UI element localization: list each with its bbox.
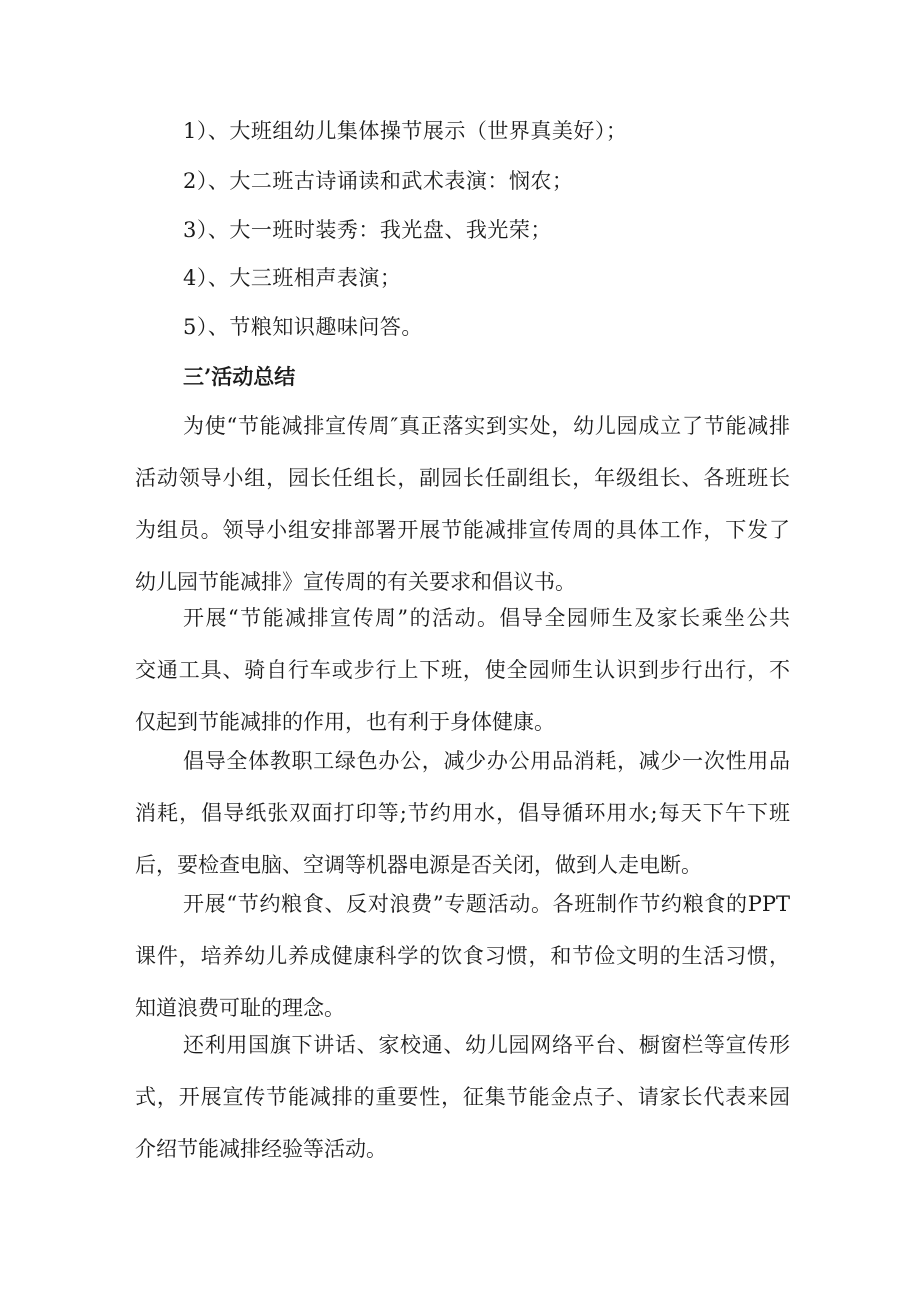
paragraph-line: 倡导全体教职工绿色办公，减少办公用品消耗，减少一次性用品	[183, 749, 790, 773]
list-item: 1）、大班组幼儿集体操节展示（世界真美好）；	[183, 119, 628, 143]
paragraph	[135, 746, 790, 902]
paragraph	[135, 889, 790, 1045]
paragraph-line: 后，要检查电脑、空调等机器电源是否关闭，做到人走电断。	[135, 853, 702, 877]
paragraph	[135, 411, 790, 619]
paragraph	[135, 603, 790, 759]
paragraph-line: 活动领导小组，园长任组长，副园长任副组长，年级组长、各班班长	[135, 466, 790, 490]
paragraph-line: 仅起到节能减排的作用，也有利于身体健康。	[135, 710, 555, 734]
paragraph-line: 消耗，倡导纸张双面打印等;节约用水，倡导循环用水;每天下午下班	[135, 801, 790, 825]
paragraph-line: 为组员。领导小组安排部署开展节能减排宣传周的具体工作，下发了	[135, 518, 790, 542]
paragraph-line: 交通工具、骑自行车或步行上下班，使全园师生认识到步行出行，不	[135, 658, 790, 682]
paragraph-line: 介绍节能减排经验等活动。	[135, 1137, 387, 1161]
paragraph-line: 幼儿园节能减排》宣传周的有关要求和倡议书。	[135, 570, 576, 594]
paragraph-line: 还利用国旗下讲话、家校通、幼儿园网络平台、橱窗栏等宣传形	[183, 1033, 790, 1057]
paragraph-line: 为使“节能减排宣传周″真正落实到实处，幼儿园成立了节能减排	[183, 414, 790, 438]
paragraph-line: 式，开展宣传节能减排的重要性，征集节能金点子、请家长代表来园	[135, 1085, 790, 1109]
paragraph	[135, 1030, 790, 1186]
list-item: 5）、节粮知识趣味问答。	[183, 315, 423, 339]
paragraph-line: 知道浪费可耻的理念。	[135, 996, 345, 1020]
list-item: 4）、大三班相声表演；	[183, 266, 402, 290]
section-heading: 三’活动总结	[183, 364, 296, 389]
paragraph-line: 课件，培养幼儿养成健康科学的饮食习惯，和节俭文明的生活习惯，	[135, 944, 790, 968]
paragraph-line: 开展“节约粮食、反对浪费”专题活动。各班制作节约粮食的PPT	[183, 892, 790, 916]
list-item: 3）、大一班时装秀：我光盘、我光荣；	[183, 218, 552, 242]
paragraph-line: 开展“节能减排宣传周”的活动。倡导全园师生及家长乘坐公共	[183, 606, 790, 630]
list-item: 2）、大二班古诗诵读和武术表演：悯农；	[183, 169, 574, 193]
